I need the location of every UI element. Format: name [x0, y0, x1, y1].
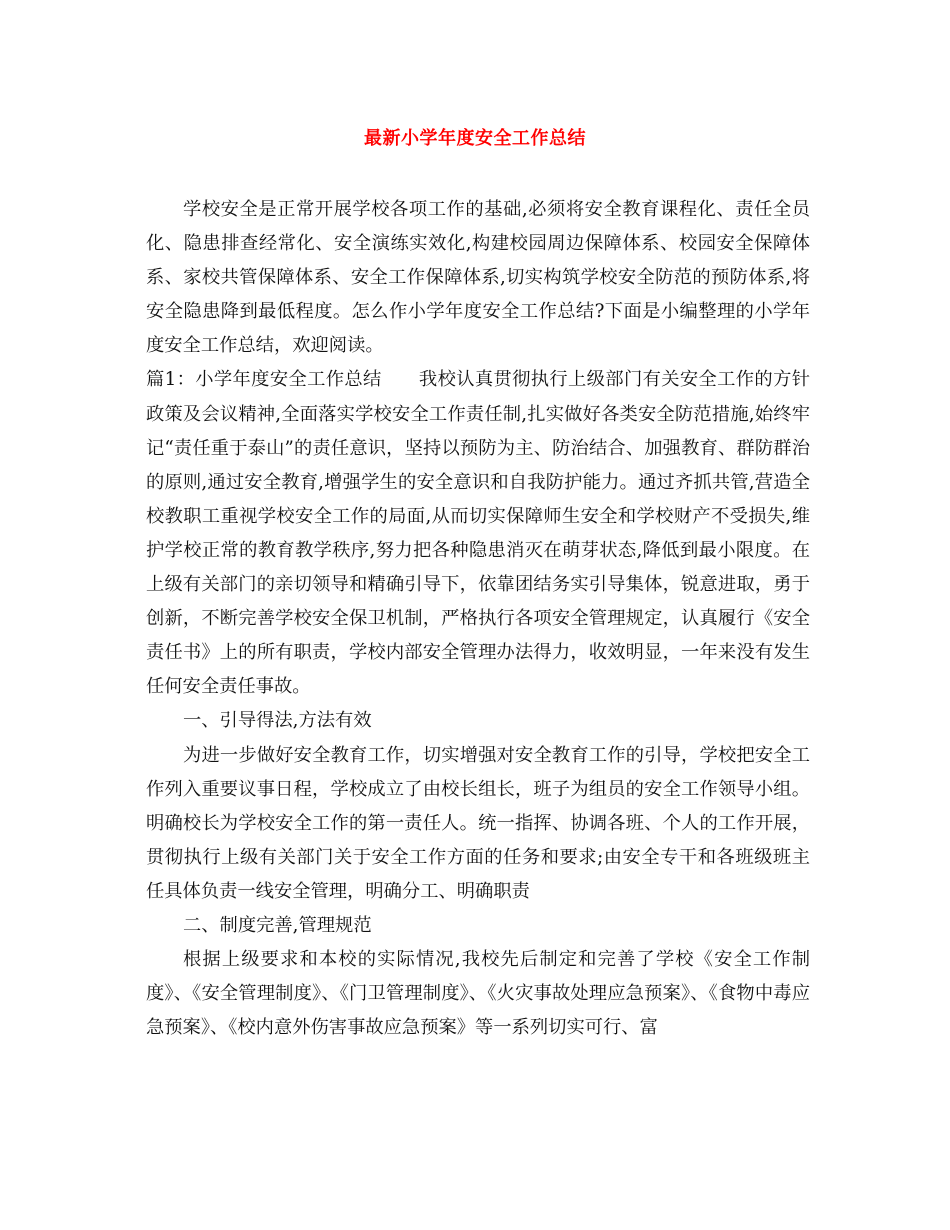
paragraph-intro: 学校安全是正常开展学校各项工作的基础,必须将安全教育课程化、责任全员化、隐患排查经常化、安全演练实效化,构建校园周边保障体系、校园安全保障体系、家校共管保障体系、安全工作保障体系,切实构筑学校安全防范的预防体系,将安全隐患降到最低程度。怎么作小学年度安全工作总结?下面是小编整理的小学年度安全工作总结，欢迎阅读。 — [146, 199, 810, 357]
section-heading-2: 二、制度完善,管理规范 — [183, 914, 372, 936]
document-body — [146, 193, 810, 1045]
document-title: 最新小学年度安全工作总结 — [364, 128, 586, 149]
paragraph-section-2: 根据上级要求和本校的实际情况,我校先后制定和完善了学校《安全工作制度》、《安全管理制度》、《门卫管理制度》、《火灾事故处理应急预案》、《食物中毒应急预案》、《校内意外伤害事故应急预案》等一系列切实可行、富 — [146, 949, 810, 1039]
paragraph-part-1: 篇1：小学年度安全工作总结 我校认真贯彻执行上级部门有关安全工作的方针政策及会议精神,全面落实学校安全工作责任制,扎实做好各类安全防范措施,始终牢记“责任重于泰山”的责任意识，坚持以预防为主、防治结合、加强教育、群防群治的原则,通过安全教育,增强学生的安全意识和自我防护能力。通过齐抓共管,营造全校教职工重视学校安全工作的局面,从而切实保障师生安全和学校财产不受损失,维护学校正常的教育教学秩序,努力把各种隐患消灭在萌芽状态,降低到最小限度。在上级有关部门的亲切领导和精确引导下，依靠团结务实引导集体，锐意进取，勇于创新，不断完善学校安全保卫机制，严格执行各项安全管理规定，认真履行《安全责任书》上的所有职责，学校内部安全管理办法得力，收效明显，一年来没有发生任何安全责任事故。 — [146, 369, 810, 698]
paragraph-section-1: 为进一步做好安全教育工作，切实增强对安全教育工作的引导，学校把安全工作列入重要议事日程，学校成立了由校长组长，班子为组员的安全工作领导小组。明确校长为学校安全工作的第一责任人。统一指挥、协调各班、个人的工作开展，贯彻执行上级有关部门关于安全工作方面的任务和要求;由安全专干和各班级班主任具体负责一线安全管理，明确分工、明确职责 — [146, 744, 810, 902]
section-heading-1: 一、引导得法,方法有效 — [183, 710, 372, 732]
